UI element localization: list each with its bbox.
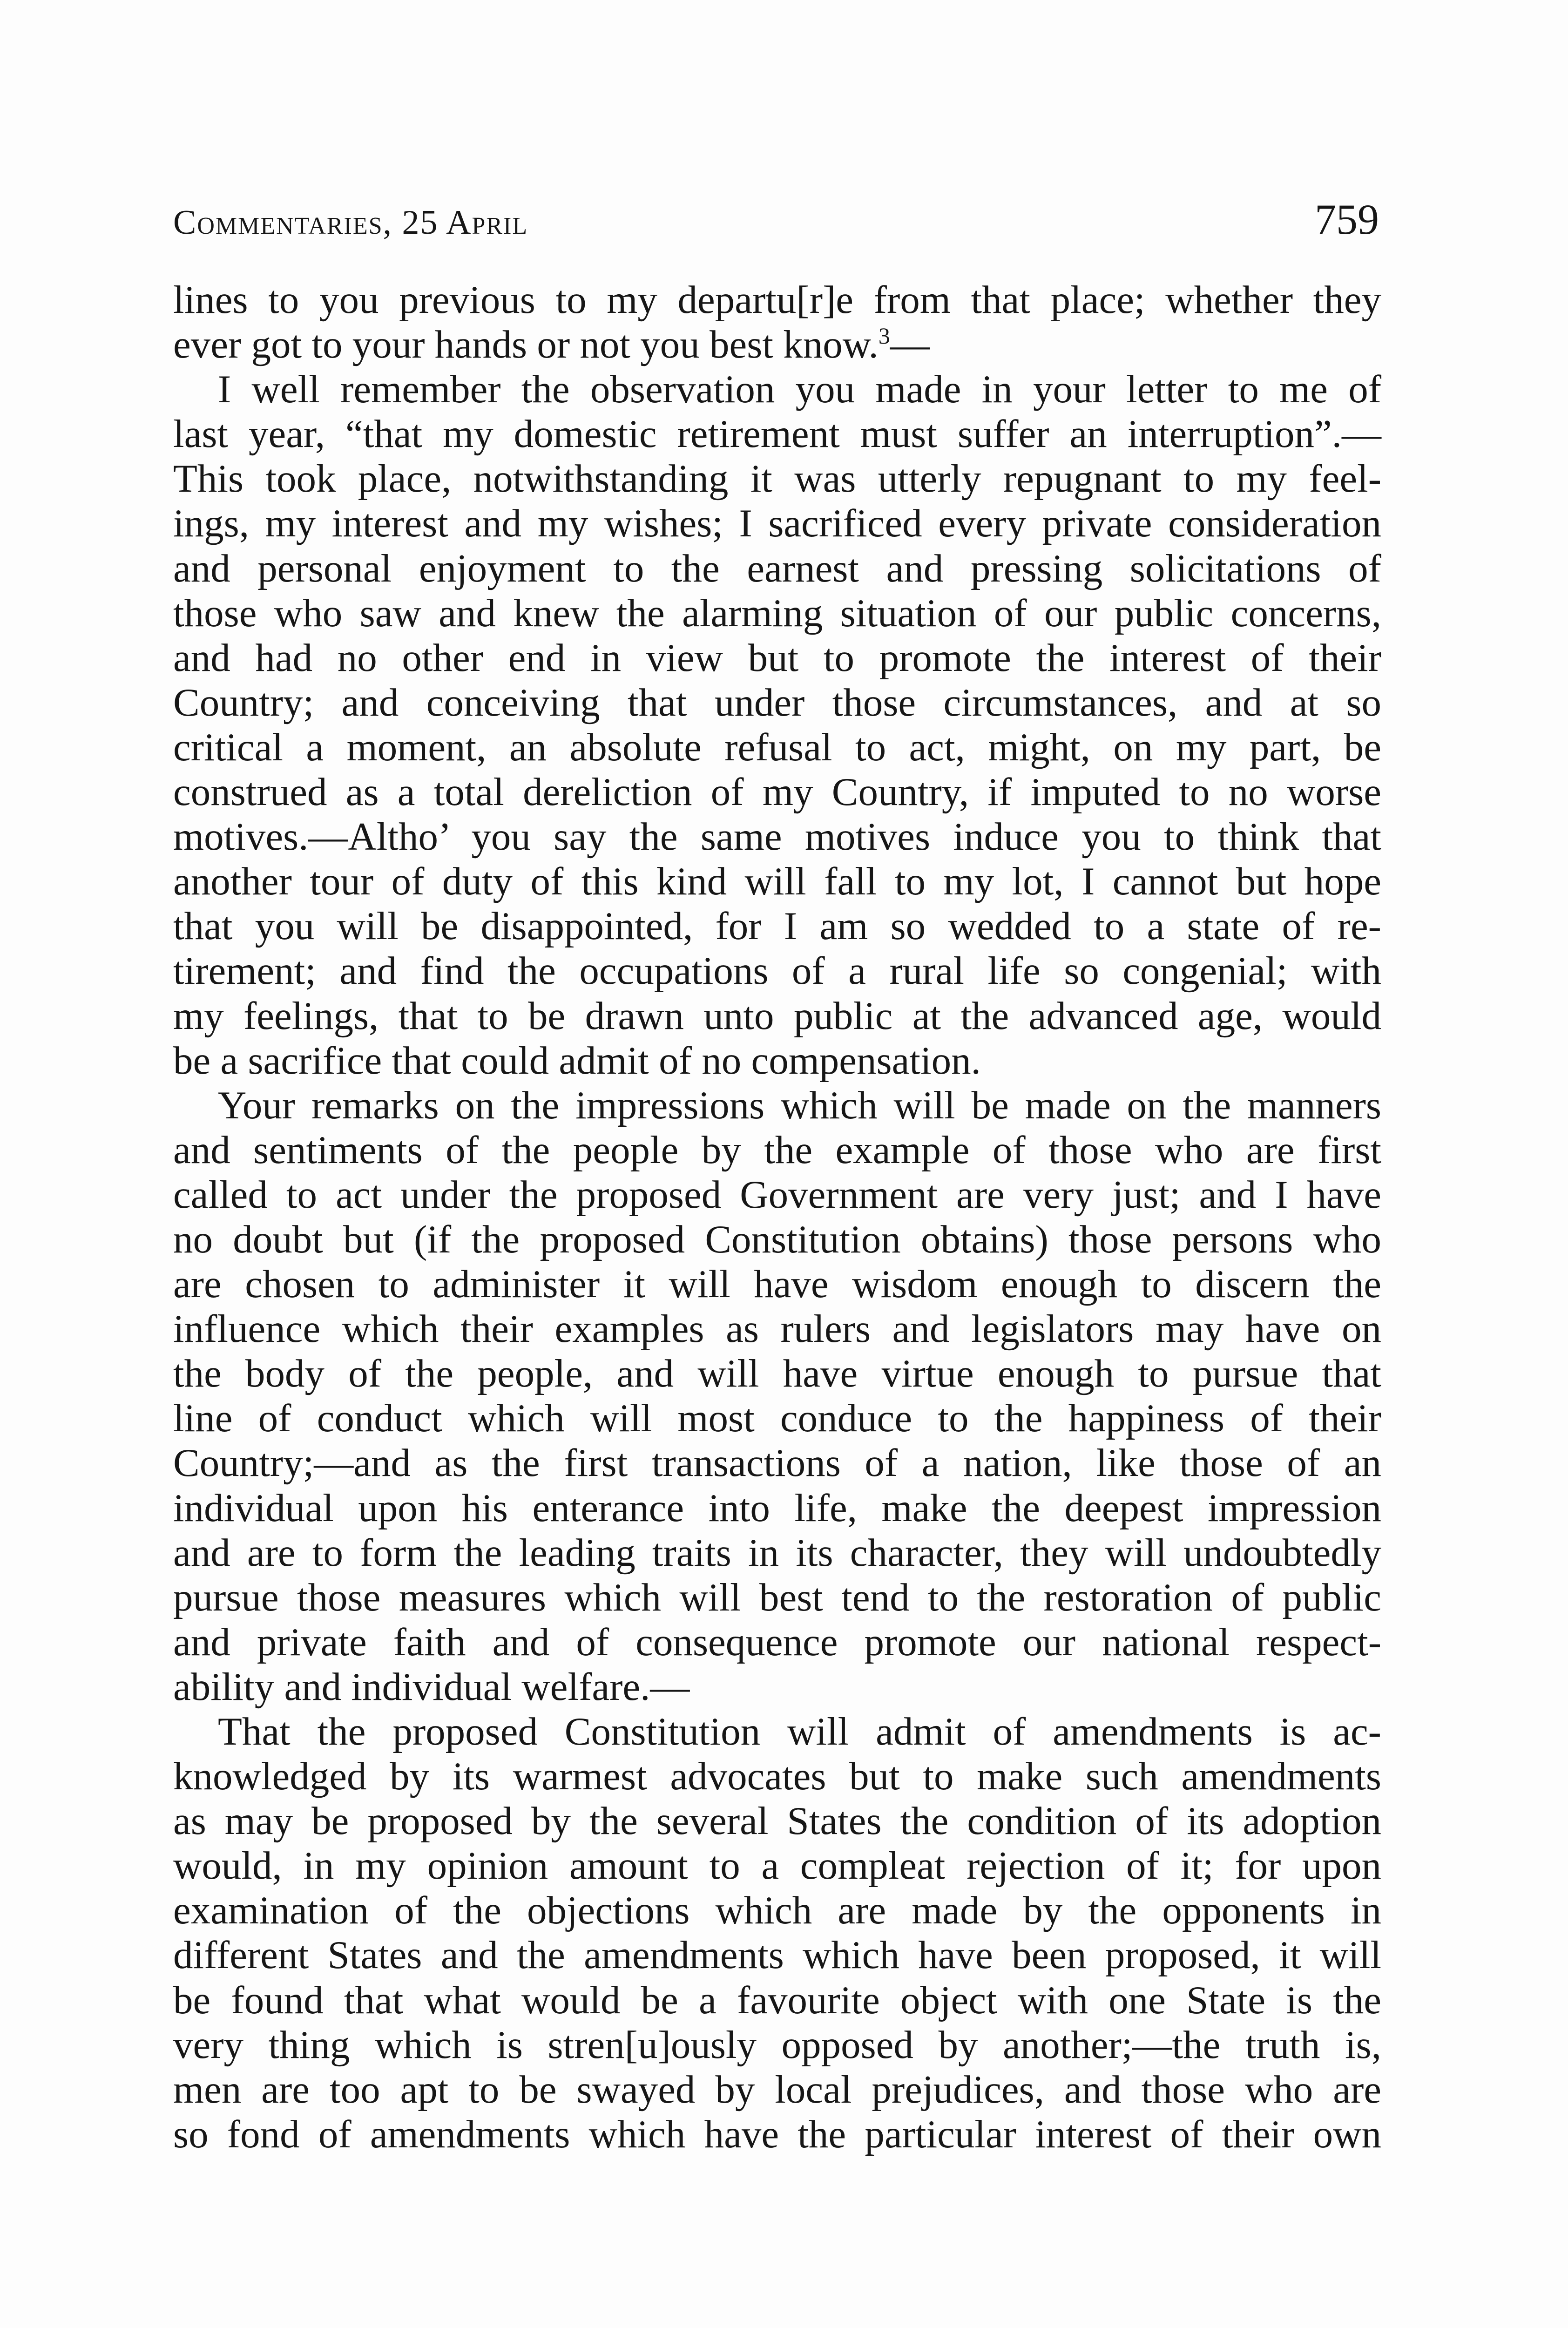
running-head xyxy=(173,195,1379,246)
text-line: Country;—and as the first transactions of a nation, like those of an xyxy=(173,1441,1381,1485)
paragraph-2 xyxy=(173,367,1381,1083)
text-line: called to act under the proposed Government are very just; and I have xyxy=(173,1172,1381,1217)
text-line: line of conduct which will most conduce to the happiness of their xyxy=(173,1396,1381,1441)
page-number: 759 xyxy=(1315,196,1379,243)
text-line: be a sacrifice that could admit of no compensation. xyxy=(173,1038,981,1083)
text-line: be found that what would be a favourite object with one State is the xyxy=(173,1978,1381,2022)
text-line: ability and individual welfare.— xyxy=(173,1665,690,1709)
text-line: Country; and conceiving that under those circumstances, and at so xyxy=(173,680,1381,724)
text-line: those who saw and knew the alarming situation of our public concerns, xyxy=(173,591,1381,635)
text-line: influence which their examples as rulers and legislators may have on xyxy=(173,1307,1381,1351)
text-line: That the proposed Constitution will admit of amendments is ac- xyxy=(218,1710,1381,1753)
paragraph-3 xyxy=(173,1083,1381,1709)
text-line: the body of the people, and will have virtue enough to pursue that xyxy=(173,1352,1381,1396)
text-line: men are too apt to be swayed by local prejudices, and those who are xyxy=(173,2067,1381,2111)
text-line: and private faith and of consequence promote our national respect- xyxy=(173,1620,1381,1664)
text-line: examination of the objections which are made by the opponents in xyxy=(173,1888,1381,1933)
text-line: last year, “that my domestic retirement must suffer an interruption”.— xyxy=(173,412,1381,456)
text-line: as may be proposed by the several States the condition of its adoption xyxy=(173,1799,1381,1843)
text-line: This took place, notwithstanding it was utterly repugnant to my feel- xyxy=(173,457,1381,501)
text-line-content: ever got to your hands or not you best know. xyxy=(173,323,879,367)
section-title: Commentaries, 25 April xyxy=(173,203,528,242)
text-line: lines to you previous to my departu[r]e from that place; whether they xyxy=(173,278,1381,322)
text-line: and are to form the leading traits in its character, they will undoubtedly xyxy=(173,1530,1381,1575)
text-line: my feelings, that to be drawn unto public at the advanced age, would xyxy=(173,994,1381,1038)
text-line: Your remarks on the impressions which will be made on the manners xyxy=(218,1083,1381,1127)
paragraph-1 xyxy=(173,277,1381,367)
text-line: motives.—Altho’ you say the same motives induce you to think that xyxy=(173,815,1381,859)
text-line: knowledged by its warmest advocates but to make such amendments xyxy=(173,1754,1381,1799)
text-line: I well remember the observation you made in your letter to me of xyxy=(218,367,1381,412)
text-line: so fond of amendments which have the particular interest of their own xyxy=(173,2112,1381,2156)
text-line: very thing which is stren[u]ously opposed by another;—the truth is, xyxy=(173,2023,1381,2067)
text-line: would, in my opinion amount to a compleat rejection of it; for upon xyxy=(173,1844,1381,1888)
text-line: and had no other end in view but to promote the interest of their xyxy=(173,636,1381,680)
text-line-tail: — xyxy=(890,323,930,367)
text-line: are chosen to administer it will have wisdom enough to discern the xyxy=(173,1262,1381,1306)
text-line: and personal enjoyment to the earnest and pressing solicitations of xyxy=(173,546,1381,590)
text-line: individual upon his enterance into life, make the deepest impression xyxy=(173,1486,1381,1530)
text-line xyxy=(173,322,1381,367)
text-line: critical a moment, an absolute refusal to act, might, on my part, be xyxy=(173,725,1381,769)
text-line: that you will be disappointed, for I am so wedded to a state of re- xyxy=(173,904,1381,948)
text-line: different States and the amendments which have been proposed, it will xyxy=(173,1933,1381,1977)
text-line: and sentiments of the people by the example of those who are first xyxy=(173,1128,1381,1172)
text-line: pursue those measures which will best tend to the restoration of public xyxy=(173,1575,1381,1619)
text-line: another tour of duty of this kind will fall to my lot, I cannot but hope xyxy=(173,859,1381,904)
paragraph-4 xyxy=(173,1709,1381,2157)
text-line: construed as a total dereliction of my Country, if imputed to no worse xyxy=(173,770,1381,814)
body-text xyxy=(173,277,1381,2157)
footnote-reference: 3 xyxy=(878,323,890,349)
text-line: tirement; and find the occupations of a rural life so congenial; with xyxy=(173,949,1381,993)
text-line: no doubt but (if the proposed Constitution obtains) those persons who xyxy=(173,1217,1381,1261)
text-line: ings, my interest and my wishes; I sacrificed every private consideration xyxy=(173,501,1381,546)
